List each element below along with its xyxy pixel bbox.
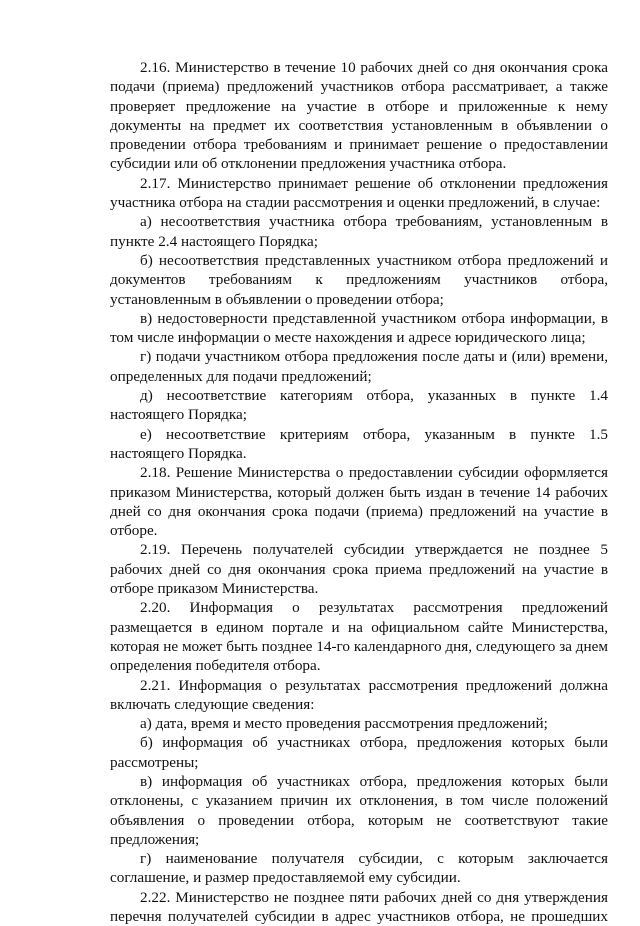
paragraph-2-19: 2.19. Перечень получателей субсидии утверждается не позднее 5 рабочих дней со дня окончания срока приема предложений на участие в отборе приказом Министерства. — [110, 541, 608, 598]
info-item-v: в) информация об участниках отбора, предложения которых были отклонены, с указанием причин их отклонения, в том числе положений объявления о проведении отбора, которым не соответствуют такие предложения; — [110, 772, 608, 848]
paragraph-2-20: 2.20. Информация о результатах рассмотрения предложений размещается в едином портале и на официальном сайте Министерства, которая не может быть позднее 14-го календарного дня, следующего за днем определения победителя отбора. — [110, 599, 608, 675]
list-item-e: е) несоответствие критериям отбора, указанным в пункте 1.5 настоящего Порядка. — [110, 425, 608, 462]
paragraph-2-16: 2.16. Министерство в течение 10 рабочих дней со дня окончания срока подачи (приема) предложений участников отбора рассматривает, а также проверяет предложение на участие в отборе и приложенные к нему документы на предмет их соответствия установленным в объявлении о проведении отбора требованиям и принимает решение о предоставлении субсидии или об отклонении предложения участника отбора. — [110, 59, 608, 173]
info-item-b: б) информация об участниках отбора, предложения которых были рассмотрены; — [110, 734, 608, 771]
paragraph-2-21: 2.21. Информация о результатах рассмотрения предложений должна включать следующие сведения: — [110, 676, 608, 713]
info-item-g: г) наименование получателя субсидии, с которым заключается соглашение, и размер предоставляемой ему субсидии. — [110, 850, 608, 887]
list-item-b: б) несоответствия представленных участником отбора предложений и документов требованиям к предложениям участников отбора, установленным в объявлении о проведении отбора; — [110, 251, 608, 308]
list-item-a: а) несоответствия участника отбора требованиям, установленным в пункте 2.4 настоящего Порядка; — [110, 213, 608, 250]
list-item-d: д) несоответствие категориям отбора, указанных в пункте 1.4 настоящего Порядка; — [110, 387, 608, 424]
paragraph-2-18: 2.18. Решение Министерства о предоставлении субсидии оформляется приказом Министерства, который должен быть издан в течение 14 рабочих дней со дня окончания срока подачи (приема) предложений на участие в отборе. — [110, 464, 608, 540]
list-item-g: г) подачи участником отбора предложения после даты и (или) времени, определенных для подачи предложений; — [110, 348, 608, 385]
paragraph-2-22: 2.22. Министерство не позднее пяти рабочих дней со дня утверждения перечня получателей субсидии в адрес участников отбора, не прошедших — [110, 888, 608, 926]
paragraph-2-17: 2.17. Министерство принимает решение об отклонении предложения участника отбора на стадии рассмотрения и оценки предложений, в случае: — [110, 174, 608, 212]
info-item-a: а) дата, время и место проведения рассмотрения предложений; — [140, 715, 548, 733]
list-item-v: в) недостоверности представленной участником отбора информации, в том числе информации о месте нахождения и адресе юридического лица; — [110, 309, 608, 347]
